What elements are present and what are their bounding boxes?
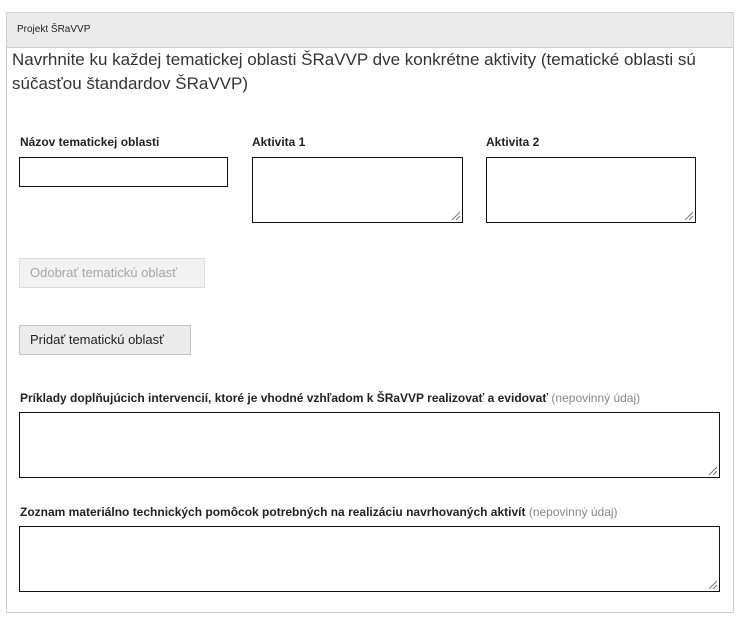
interventions-textarea[interactable]	[19, 412, 720, 478]
materials-textarea[interactable]	[19, 526, 720, 592]
resize-handle-icon[interactable]	[707, 579, 717, 589]
activity2-label: Aktivita 2	[486, 135, 540, 149]
interventions-optional-note: (nepovinný údaj)	[551, 391, 641, 405]
interventions-label-text: Príklady doplňujúcich intervencií, ktoré je vhodné vzhľadom k ŠRaVVP realizovať a evidovať	[20, 391, 549, 405]
resize-handle-icon[interactable]	[707, 465, 717, 475]
activity1-textarea[interactable]	[252, 157, 463, 223]
area-name-label: Názov tematickej oblasti	[20, 135, 160, 149]
resize-handle-icon[interactable]	[450, 210, 460, 220]
activity2-textarea[interactable]	[486, 157, 696, 223]
interventions-label	[20, 391, 640, 405]
intro-text: Navrhnite ku každej tematickej oblasti ŠRaVVP dve konkrétne aktivity (tematické oblasti sú súčasťou štandardov ŠRaVVP)	[12, 50, 696, 93]
materials-optional-note: (nepovinný údaj)	[528, 505, 618, 519]
resize-handle-icon[interactable]	[683, 210, 693, 220]
add-area-button[interactable]: Pridať tematickú oblasť	[19, 325, 191, 355]
panel-title: Projekt ŠRaVVP	[7, 13, 733, 48]
project-panel	[6, 12, 734, 613]
materials-label	[20, 505, 618, 519]
activity1-label: Aktivita 1	[252, 135, 306, 149]
remove-area-button[interactable]: Odobrať tematickú oblasť	[19, 258, 205, 288]
materials-label-text: Zoznam materiálno technických pomôcok potrebných na realizáciu navrhovaných aktivít	[20, 505, 526, 519]
area-name-input[interactable]	[19, 157, 228, 187]
